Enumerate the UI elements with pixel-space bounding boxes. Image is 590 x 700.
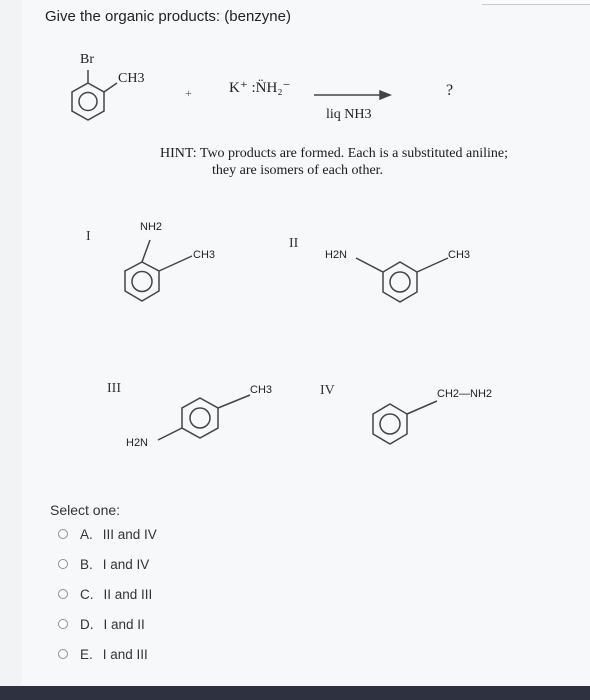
structure-i-nh2: NH2 — [140, 221, 163, 233]
radio-button[interactable] — [58, 619, 68, 629]
option-b[interactable] — [58, 554, 149, 574]
option-text: I and IV — [102, 556, 150, 572]
question-text: Give the organic products: (benzyne) — [45, 8, 291, 25]
structure-ii-label: II — [289, 236, 299, 251]
structure-i-ring — [125, 240, 192, 301]
option-letter: A. — [80, 526, 93, 542]
option-c[interactable] — [58, 584, 152, 604]
product-unknown: ? — [446, 82, 454, 99]
option-text: II and III — [103, 586, 153, 602]
substituent-ch3: CH3 — [118, 71, 145, 86]
select-one-prompt: Select one: — [50, 502, 121, 518]
structure-iv-ch2nh2: CH2—NH2 — [437, 388, 493, 400]
radio-button[interactable] — [58, 589, 68, 599]
hint-line-1: HINT: Two products are formed. Each is a substituted aniline; — [160, 146, 508, 161]
plus-sign: + — [185, 86, 192, 100]
structure-iv-ring — [373, 401, 437, 444]
structure-iii-h2n: H2N — [126, 437, 149, 449]
radio-button[interactable] — [58, 559, 68, 569]
hint-line-2: they are isomers of each other. — [212, 163, 384, 178]
reaction-arrow — [314, 91, 390, 99]
structure-iv-label: IV — [320, 383, 335, 398]
structure-i-label: I — [86, 229, 91, 244]
reactant-benzene-ring — [72, 70, 117, 120]
arrow-label: liq NH3 — [326, 107, 372, 122]
option-letter: D. — [80, 616, 94, 632]
structure-ii-h2n: H2N — [325, 249, 348, 261]
radio-button[interactable] — [58, 529, 68, 539]
reagent: K⁺ :N̈H₂⁻ — [229, 80, 291, 96]
structure-iii-ch3: CH3 — [250, 384, 273, 396]
structure-iii-label: III — [107, 381, 121, 396]
structure-ii-ring — [356, 258, 448, 302]
option-text: III and IV — [102, 526, 157, 542]
structure-iii-ring — [158, 395, 250, 440]
option-letter: C. — [80, 586, 94, 602]
radio-button[interactable] — [58, 649, 68, 659]
option-d[interactable] — [58, 614, 145, 634]
substituent-br: Br — [80, 52, 94, 67]
bottom-bar — [0, 686, 590, 700]
option-e[interactable] — [58, 644, 148, 664]
option-text: I and III — [102, 646, 148, 662]
option-text: I and II — [103, 616, 145, 632]
structure-i-ch3: CH3 — [193, 249, 216, 261]
option-a[interactable] — [58, 524, 157, 544]
option-letter: E. — [80, 646, 93, 662]
structure-ii-ch3: CH3 — [448, 249, 471, 261]
option-letter: B. — [80, 556, 93, 572]
